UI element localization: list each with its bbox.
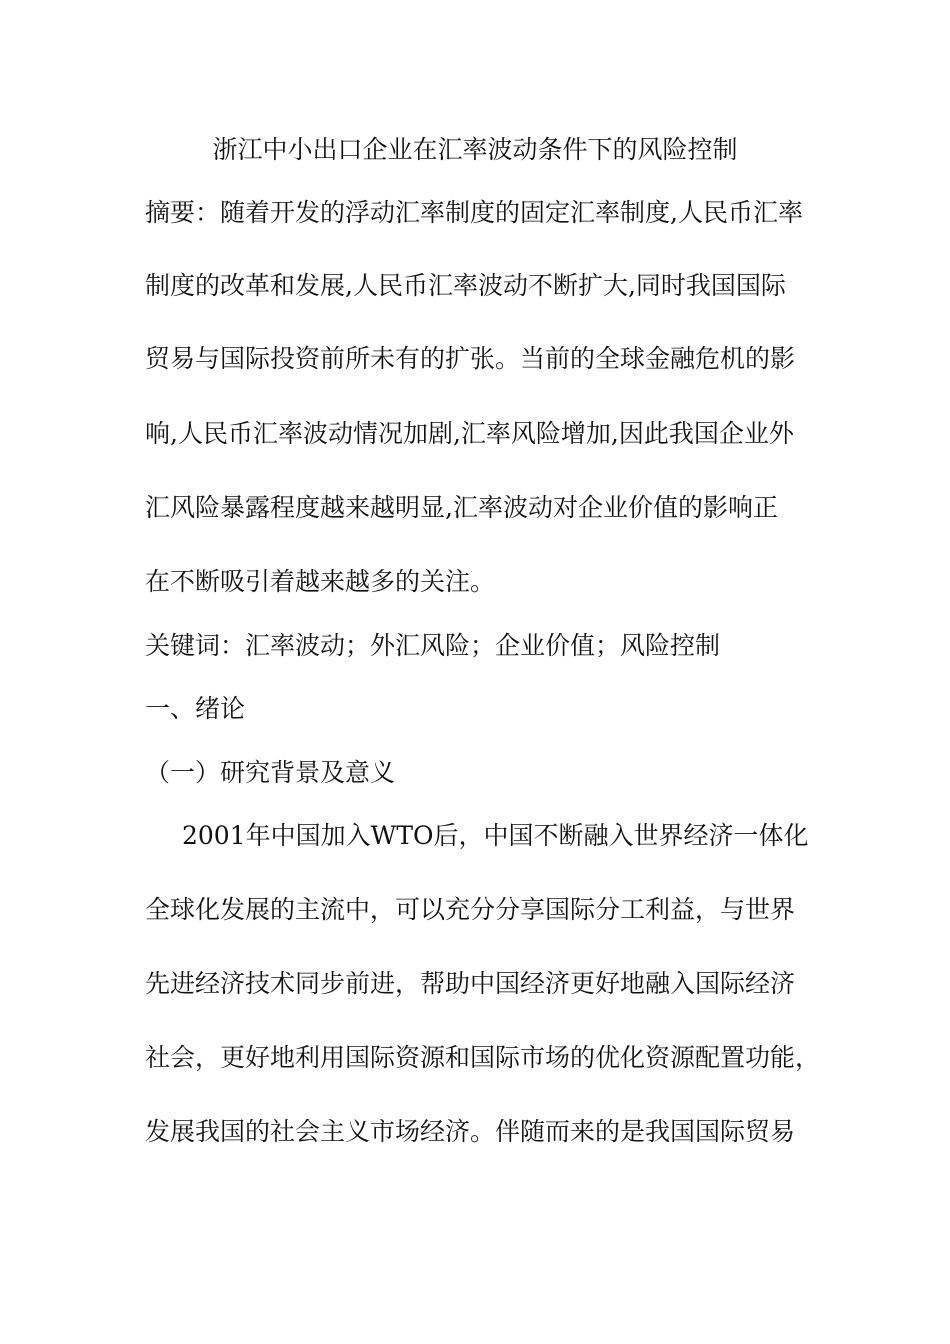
abstract-line: 制度的改革和发展,人民币汇率波动不断扩大,同时我国国际 [145,271,786,300]
body-line: 全球化发展的主流中，可以充分分享国际分工利益，与世界 [145,895,796,924]
abstract-line: 响,人民币汇率波动情况加剧,汇率风险增加,因此我国企业外 [145,419,794,448]
document-title: 浙江中小出口企业在汇率波动条件下的风险控制 [212,135,738,164]
subsection-heading: （一）研究背景及意义 [145,758,396,787]
abstract-line: 贸易与国际投资前所未有的扩张。当前的全球金融危机的影 [145,344,796,373]
section-heading: 一、绪论 [145,694,246,723]
body-line: 发展我国的社会主义市场经济。伴随而来的是我国国际贸易 [145,1117,796,1146]
body-line: 社会，更好地利用国际资源和国际市场的优化资源配置功能， [145,1043,821,1072]
abstract-line: 在不断吸引着越来越多的关注。 [145,567,496,596]
body-line: 2001年中国加入WTO后，中国不断融入世界经济一体化 [182,821,809,850]
body-line: 先进经济技术同步前进，帮助中国经济更好地融入国际经济 [145,969,796,998]
keywords: 关键词：汇率波动；外汇风险；企业价值；风险控制 [145,631,721,660]
abstract-line: 汇风险暴露程度越来越明显,汇率波动对企业价值的影响正 [145,493,778,522]
abstract-line: 摘要：随着开发的浮动汇率制度的固定汇率制度,人民币汇率 [145,198,803,227]
